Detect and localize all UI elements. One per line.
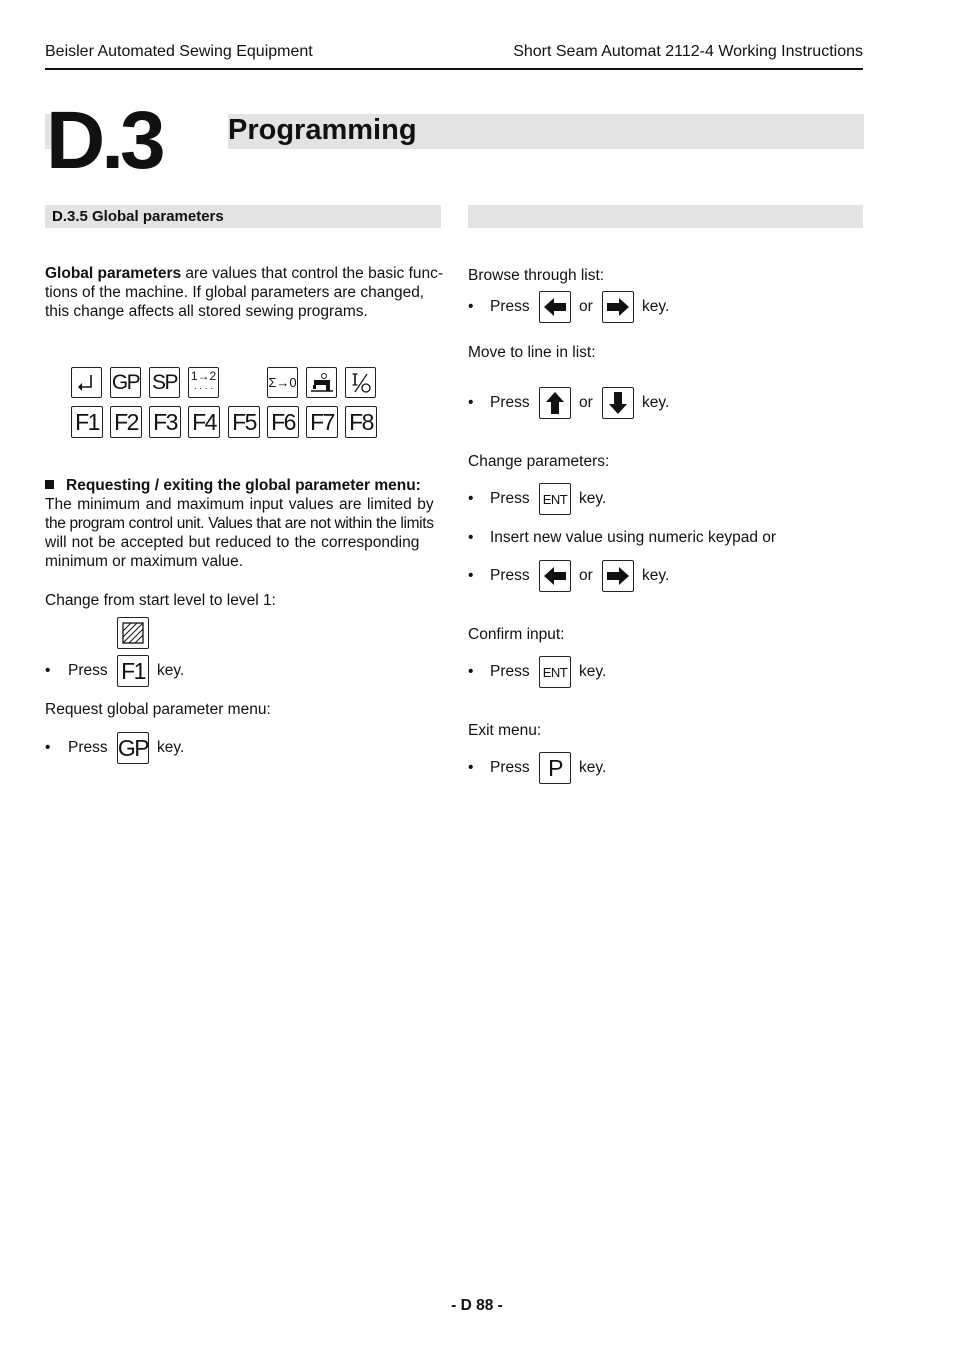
key-word: key. [642,394,670,411]
arrow-left-key [539,291,571,323]
press-left-right-item [468,298,863,332]
key-word: key. [642,298,670,315]
arrow-left-icon [543,566,567,586]
bullet-dot: • [468,567,474,584]
keypad-illustration [71,367,381,439]
bullet-dot: • [468,663,474,680]
arrow-right-key [602,291,634,323]
request-line: The minimum and maximum input values are limited by [45,496,434,513]
arrow-up-icon [545,391,565,415]
return-arrow-icon [76,372,98,394]
key-word: key. [642,567,670,584]
key-word: key. [579,663,607,680]
key-word: key. [157,662,185,679]
arrow-right-icon [606,566,630,586]
gp-key-top: GP [110,367,141,398]
arrow-left-icon [543,297,567,317]
press-left-right-item-2 [468,567,863,601]
exit-heading: Exit menu: [468,722,542,739]
page-number: - D 88 - [451,1297,503,1314]
level-key [117,617,149,649]
request-menu-text: Request global parameter menu: [45,701,271,718]
f2-key: F2 [110,406,142,438]
arrow-up-key [539,387,571,419]
f3-key: F3 [149,406,181,438]
press-up-down-item [468,394,863,428]
arrow-right-icon [606,297,630,317]
arrow-left-key [539,560,571,592]
hatched-square-icon [120,620,146,646]
p-key: P [539,752,571,784]
ent-key: ENT [539,656,571,688]
bullet-dot: • [468,529,474,546]
press-p-item [468,754,863,793]
intro-paragraph [45,264,444,321]
browse-heading: Browse through list: [468,267,605,284]
confirm-heading: Confirm input: [468,626,565,643]
bullet-dot: • [45,739,51,756]
intro-line: are values that control the basic func- [181,265,444,282]
dotted-line-icon: · · · · [193,383,214,393]
insert-text: Insert new value using numeric keypad or [490,529,777,546]
bullet-dot: • [468,759,474,776]
change-level-text: Change from start level to level 1: [45,592,276,609]
press-f1-item [45,657,445,696]
press-word: Press [490,567,530,584]
one-to-two-key [188,367,219,398]
press-word: Press [490,394,530,411]
request-line: the program control unit. Values that are not within the limits [45,515,434,532]
power-toggle-icon [349,371,373,395]
arrow-down-icon [608,391,628,415]
sp-key-top: SP [149,367,180,398]
sewing-machine-key [306,367,337,398]
f1-key: F1 [117,655,149,687]
f7-key: F7 [306,406,338,438]
move-heading: Move to line in list: [468,344,596,361]
key-word: key. [157,739,185,756]
request-line: will not be accepted but reduced to the corresponding [45,534,420,551]
intro-line: tions of the machine. If global parameters are changed, [45,284,425,301]
running-header-right: Short Seam Automat 2112-4 Working Instructions [513,43,863,60]
arrow-right-key [602,560,634,592]
sewing-machine-icon [309,371,335,395]
press-word: Press [490,298,530,315]
ent-key: ENT [539,483,571,515]
one-to-two-label: 1→2 [190,369,217,383]
press-word: Press [490,663,530,680]
f1-key-top: F1 [71,406,103,438]
intro-term: Global parameters [45,265,182,282]
insert-value-item [468,529,863,551]
key-word: key. [579,490,607,507]
bullet-dot: • [468,394,474,411]
chapter-number: D.3 [46,95,162,186]
change-heading: Change parameters: [468,453,610,470]
f6-key: F6 [267,406,299,438]
press-ent-item [468,490,863,524]
or-word: or [579,394,593,411]
running-header-left: Beisler Automated Sewing Equipment [45,43,313,60]
or-word: or [579,567,593,584]
bullet-dot: • [468,490,474,507]
press-word: Press [490,490,530,507]
request-line: minimum or maximum value. [45,553,244,570]
key-word: key. [579,759,607,776]
section-bar-right [468,205,863,228]
on-off-key [345,367,376,398]
arrow-down-key [602,387,634,419]
request-heading: Requesting / exiting the global parameter menu: [66,477,421,494]
bullet-dot: • [468,298,474,315]
bullet-dot: • [45,662,51,679]
f5-key: F5 [228,406,260,438]
f8-key: F8 [345,406,377,438]
enter-return-key [71,367,102,398]
page-title: Programming [228,114,417,146]
gp-key: GP [117,732,149,764]
intro-line: this change affects all stored sewing programs. [45,303,368,320]
sum-reset-key: Σ→0 [267,367,298,398]
press-word: Press [68,739,108,756]
square-bullet-icon [45,480,54,489]
press-word: Press [490,759,530,776]
press-gp-item [45,734,445,773]
or-word: or [579,298,593,315]
f4-key: F4 [188,406,220,438]
section-title: D.3.5 Global parameters [52,208,224,225]
press-ent-confirm-item [468,663,863,697]
press-word: Press [68,662,108,679]
request-paragraph [45,476,445,571]
header-rule [45,68,863,70]
